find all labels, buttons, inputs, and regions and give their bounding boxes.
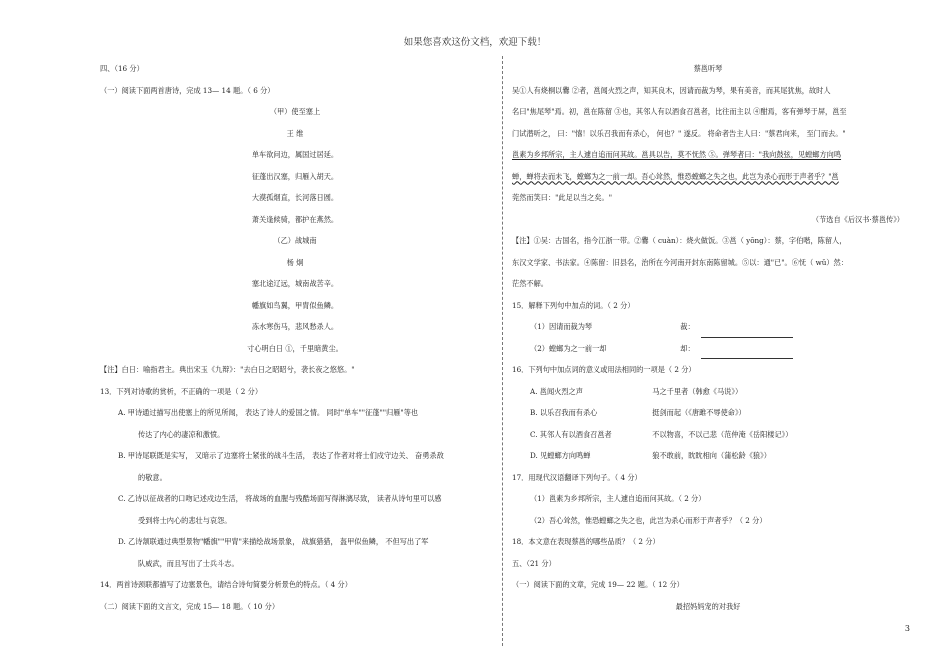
page-number: 3	[904, 624, 910, 633]
item-text: （1）因请而裁为琴	[530, 322, 593, 331]
poem-line: 大漠孤烟直，长河落日圆。	[251, 193, 339, 202]
poem-line: 冻水寒伤马，悲风愁杀人。	[251, 322, 339, 331]
option-a-cont: 传达了内心的凄凉和激愤。	[138, 429, 225, 439]
question-15-item-2	[512, 338, 904, 360]
question-17: 17．用现代汉语翻译下列句子。（ 4 分）	[512, 472, 642, 482]
option-d	[512, 445, 904, 467]
option-text: D. 见螳螂方向鸣蝉	[530, 451, 591, 460]
passage-line-wavy: 蝉，蝉将去而未飞，螳螂为之一前一却。吾心耸然，惟恐螳螂之失之也，此岂为杀心而形于声者乎？"邕	[512, 171, 839, 181]
instruction-line: （一）阅读下面两首唐诗，完成 13— 14 题。（ 6 分）	[100, 85, 275, 95]
instruction-line: （一）阅读下面的文章，完成 19— 22 题。（ 12 分）	[512, 580, 684, 589]
option-ref: 马之千里者（韩愈《马说》）	[652, 386, 743, 396]
passage-line: 门试潜听之， 曰："憘！以乐召我而有杀心， 何也？" 遂反。 将命者告主人曰："蔡君向来， 至门而去。"	[512, 128, 846, 138]
question-16: 16．下列句中加点词的意义或用法相同的一项是（ 2 分）	[512, 365, 696, 374]
passage-note: 【注】①吴：古国名，指今江浙一带。②爨（ cuàn）：烧火做饭。③邕（ yōng）：蔡，字伯喈，陈留人，	[512, 236, 847, 245]
option-text: C. 其邻人有以酒食召邕者	[530, 429, 612, 439]
question-15-item-1	[512, 316, 904, 338]
question-13: 13．下列对诗歌的赏析，不正确的一项是（ 2 分）	[100, 386, 263, 396]
item-text: （2）螳螂为之一前一却	[530, 343, 607, 353]
poem-line: 幡旗如鸟翼，甲胄似鱼鳞。	[251, 300, 339, 310]
poem-title: （乙）战城南	[273, 236, 317, 245]
column-divider	[502, 56, 503, 646]
question-15: 15．解释下列句中加点的词。（ 2 分）	[512, 300, 635, 310]
passage-line-underlined: 邕素为乡邦所宗，主人遽自追而问其故。邕具以告，莫不怃然 ⑤。弹琴者曰："我向鼓弦，见螳螂方向鸣	[512, 150, 842, 159]
passage-title: 蔡邕听琴	[693, 64, 723, 73]
article-title: 最招妈妈宠的对我好	[675, 601, 741, 611]
poem-note: 【注】白日：喻指君主。典出宋玉《九辩》："去白日之昭昭兮，袭长夜之悠悠。"	[100, 365, 355, 374]
page-header: 如果您喜欢这份文档，欢迎下载！	[403, 37, 547, 48]
question-14: 14．两首诗颈联都描写了边塞景色，请结合诗句简要分析景色的特点。（ 4 分）	[100, 580, 352, 589]
passage-note: 东汉文学家、书法家。④陈留：旧县名，治所在今河南开封东南陈留城。⑤以：通"已"。⑥怃（ wǔ）然：	[512, 257, 848, 267]
instruction-line: （二）阅读下面的文言文，完成 15— 18 题。（ 10 分）	[100, 601, 280, 611]
option-b: B. 甲诗尾联既是实写， 又暗示了边塞将士紧张的战斗生活， 表达了作者对将士们戍守边关、 奋勇杀敌	[118, 451, 444, 460]
question-17-item-1: （1）邕素为乡邦所宗，主人遽自追而问其故。（ 2 分）	[530, 494, 706, 503]
option-ref: 挺剑而起（《唐雎不辱使命》）	[652, 408, 746, 417]
item-label: 裁：	[680, 322, 695, 331]
poem-line: 塞北途辽远，城南战苦辛。	[251, 279, 339, 288]
option-ref: 狼不敢前，眈眈相向（蒲松龄《狼》）	[652, 451, 771, 460]
poem-author: 杨 炯	[286, 257, 304, 267]
answer-blank[interactable]	[701, 328, 793, 338]
option-c	[512, 424, 904, 446]
option-text: A. 邕闻火烈之声	[530, 386, 583, 396]
option-text: B. 以乐召我而有杀心	[530, 408, 598, 417]
poem-line: 征蓬出汉塞，归雁入胡天。	[251, 171, 339, 181]
option-ref: 不以物喜，不以己悲（范仲淹《岳阳楼记》）	[652, 429, 793, 439]
answer-blank[interactable]	[701, 349, 793, 359]
item-label: 却：	[680, 343, 695, 353]
passage-line: 名曰"焦尾琴"焉。初，邕在陈留 ③也，其邻人有以酒食召邕者，比往而主以 ④酣焉，客有弹琴于屏，邕至	[512, 107, 847, 116]
option-a	[512, 381, 904, 403]
passage-source: （节选自《后汉书·蔡邕传》）	[811, 214, 904, 224]
option-c: C. 乙诗以征战者的口吻记述戍边生活， 将战场的血腥与残酷场面写得淋漓尽致， 读者从诗句里可以感	[118, 494, 442, 503]
question-18: 18．本文意在表现蔡邕的哪些品质？（ 2 分）	[512, 537, 660, 546]
poem-author: 王 维	[286, 128, 304, 138]
option-c-cont: 受到将士内心的悲壮与哀怨。	[138, 515, 232, 525]
left-column	[100, 58, 490, 617]
option-d-cont: 队威武，而且写出了士兵斗志。	[138, 558, 239, 568]
passage-note: 茫然不解。	[512, 279, 548, 288]
passage-line: 莞然而笑曰："此足以当之矣。"	[512, 193, 613, 202]
option-d: D. 乙诗颔联通过典型景物"幡旗""甲胄"来描绘战场景象， 战旗猎猎， 盔甲似鱼鳞， 不但写出了军	[118, 537, 429, 546]
section-heading: 五、（21 分）	[512, 558, 556, 568]
poem-title: （甲）使至塞上	[269, 107, 321, 116]
option-b-cont: 的敬意。	[138, 472, 167, 482]
option-a: A. 甲诗通过描写出使塞上的所见所闻， 表达了诗人的爱国之情。 同时"单车""征蓬""归雁"等也	[118, 408, 419, 417]
passage-line: 吴①人有烧桐以爨 ②者，邕闻火烈之声，知其良木，因请而裁为琴，果有美音，而其尾犹焦，故时人	[512, 85, 831, 95]
poem-line: 单车欲问边，属国过居延。	[251, 150, 339, 159]
section-heading: 四、（16 分）	[100, 64, 144, 73]
poem-line: 寸心明白日 ①，千里暗黄尘。	[247, 343, 343, 353]
question-17-item-2: （2）吾心耸然，惟恐螳螂之失之也，此岂为杀心而形于声者乎？（ 2 分）	[530, 515, 767, 525]
poem-line: 萧关逢候骑，都护在燕然。	[251, 214, 339, 224]
option-b	[512, 402, 904, 424]
right-column	[512, 58, 904, 617]
